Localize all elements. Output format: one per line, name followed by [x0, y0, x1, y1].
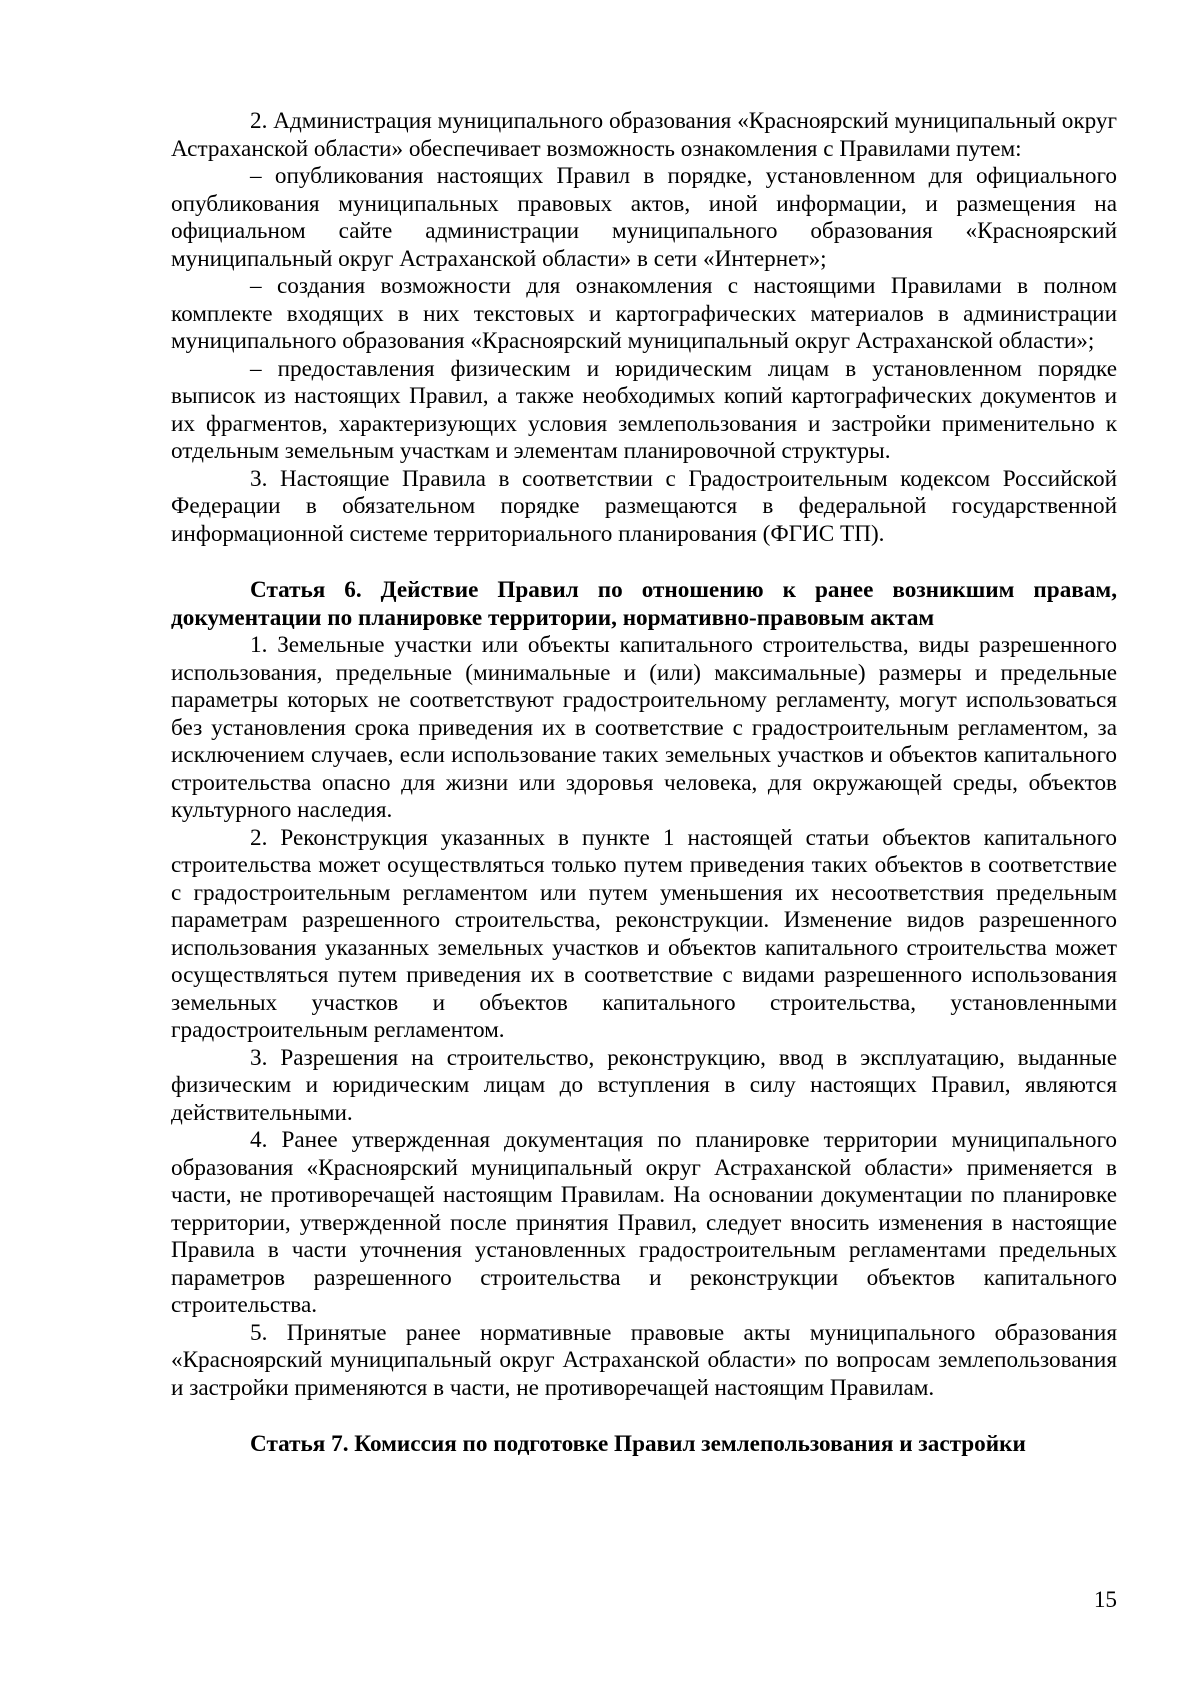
article-6-paragraph-2: 2. Реконструкция указанных в пункте 1 настоящей статьи объектов капитального строительства может осуществляться только путем приведения таких объектов в соответствие с градостроительным регламентом или путем уменьшения их несоответствия предельным параметрам разрешенного строительства, реконструкции. Изменение видов разрешенного использования указанных земельных участков и объектов капитального строительства может осуществляться путем приведения их в соответствие с видами разрешенного использования земельных участков и объектов капитального строительства, установленными градостроительным регламентом.: [171, 824, 1117, 1043]
page-number: 15: [1093, 1587, 1117, 1613]
article-6-paragraph-3: 3. Разрешения на строительство, реконструкцию, ввод в эксплуатацию, выданные физическим и юридическим лицам до вступления в силу настоящих Правил, являются действительными.: [171, 1044, 1117, 1126]
spacer: [171, 1402, 1117, 1431]
article-6-paragraph-4: 4. Ранее утвержденная документация по планировке территории муниципального образования «Красноярский муниципальный округ Астраханской области» применяется в части, не противоречащей настоящим Правилам. На основании документации по планировке территории, утвержденной после принятия Правил, следует вносить изменения в настоящие Правила в части уточнения установленных градостроительным регламентами предельных параметров разрешенного строительства и реконструкции объектов капитального строительства.: [171, 1127, 1117, 1318]
article-6-heading: Статья 6. Действие Правил по отношению к ранее возникшим правам, документации по планировке территории, нормативно-правовым актам: [171, 577, 1117, 631]
paragraph-admin-familiarization: 2. Администрация муниципального образования «Красноярский муниципальный округ Астраханской области» обеспечивает возможность ознакомления с Правилами путем:: [171, 108, 1117, 162]
article-6-paragraph-1: 1. Земельные участки или объекты капитального строительства, виды разрешенного использования, предельные (минимальные и (или) максимальные) размеры и предельные параметры которых не соответствуют градостроительному регламенту, могут использоваться без установления срока приведения их в соответствие с градостроительным регламентом, за исключением случаев, если использование таких земельных участков и объектов капитального строительства опасно для жизни или здоровья человека, для окружающей среды, объектов культурного наследия.: [171, 632, 1117, 823]
spacer: [171, 548, 1117, 577]
list-item-familiarization-materials: – создания возможности для ознакомления с настоящими Правилами в полном комплекте входящих в них текстовых и картографических материалов в администрации муниципального образования «Красноярский муниципальный округ Астраханской области»;: [171, 273, 1117, 354]
list-item-publication: – опубликования настоящих Правил в порядке, установленном для официального опубликования муниципальных правовых актов, иной информации, и размещения на официальном сайте администрации муниципального образования «Красноярский муниципальный округ Астраханской области» в сети «Интернет»;: [171, 163, 1117, 272]
paragraph-fgis-tp: 3. Настоящие Правила в соответствии с Градостроительным кодексом Российской Федерации в обязательном порядке размещаются в федеральной государственной информационной системе территориального планирования (ФГИС ТП).: [171, 465, 1117, 547]
document-page: [171, 108, 1117, 1459]
article-7-heading: Статья 7. Комиссия по подготовке Правил землепользования и застройки: [250, 1431, 1026, 1457]
list-item-extracts: – предоставления физическим и юридическим лицам в установленном порядке выписок из настоящих Правил, а также необходимых копий картографических документов и их фрагментов, характеризующих условия землепользования и застройки применительно к отдельным земельным участкам и элементам планировочной структуры.: [171, 355, 1117, 464]
article-6-paragraph-5: 5. Принятые ранее нормативные правовые акты муниципального образования «Красноярский муниципальный округ Астраханской области» по вопросам землепользования и застройки применяются в части, не противоречащей настоящим Правилам.: [171, 1319, 1117, 1401]
